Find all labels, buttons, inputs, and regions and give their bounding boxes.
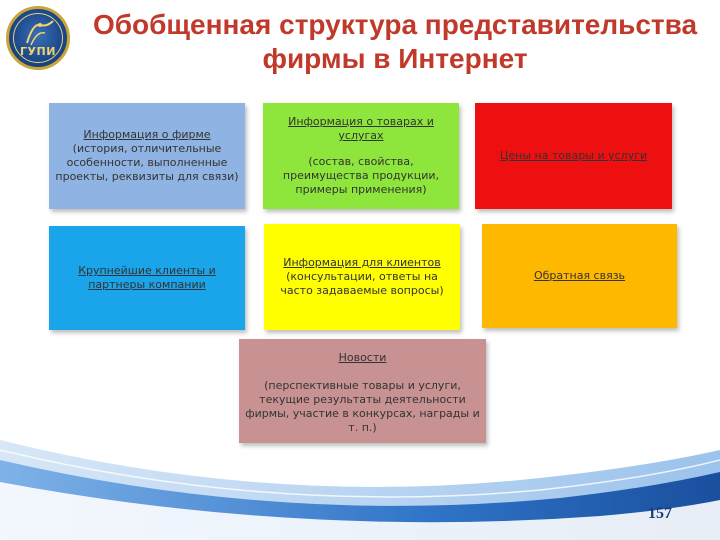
box-clients-partners [49, 226, 245, 330]
box-heading: Новости [338, 351, 387, 364]
box-body: (состав, свойства, преимущества продукции, примеры применения) [282, 155, 440, 196]
box-heading: Информация о товарах и услугах [288, 115, 434, 142]
box-heading: Информация о фирме [83, 128, 211, 141]
page-title [80, 8, 710, 76]
box-company-info [49, 103, 245, 209]
box-body: (перспективные товары и услуги, текущие результаты деятельности фирмы, участие в конкурсах, награды и т. п.) [245, 379, 480, 434]
box-heading: Обратная связь [533, 269, 626, 282]
page-number: 157 [648, 505, 672, 522]
university-emblem-icon [23, 19, 57, 47]
box-client-info [264, 224, 460, 330]
logo-text: ГУПИ [20, 45, 56, 58]
box-heading: Крупнейшие клиенты и партнеры компании [78, 264, 216, 291]
box-heading: Информация для клиентов [283, 256, 441, 269]
box-feedback [482, 224, 677, 328]
box-prices [475, 103, 672, 209]
box-heading: Цены на товары и услуги [499, 149, 648, 162]
university-logo [6, 6, 70, 70]
box-body: (история, отличительные особенности, выполненные проекты, реквизиты для связи) [55, 142, 239, 183]
footer-wave-decoration [0, 420, 720, 540]
box-products-info [263, 103, 459, 209]
title-line-1: Обобщенная структура представительства [92, 9, 698, 40]
box-body: (консультации, ответы на часто задаваемые вопросы) [280, 270, 444, 297]
title-line-2: фирмы в Интернет [262, 43, 528, 74]
